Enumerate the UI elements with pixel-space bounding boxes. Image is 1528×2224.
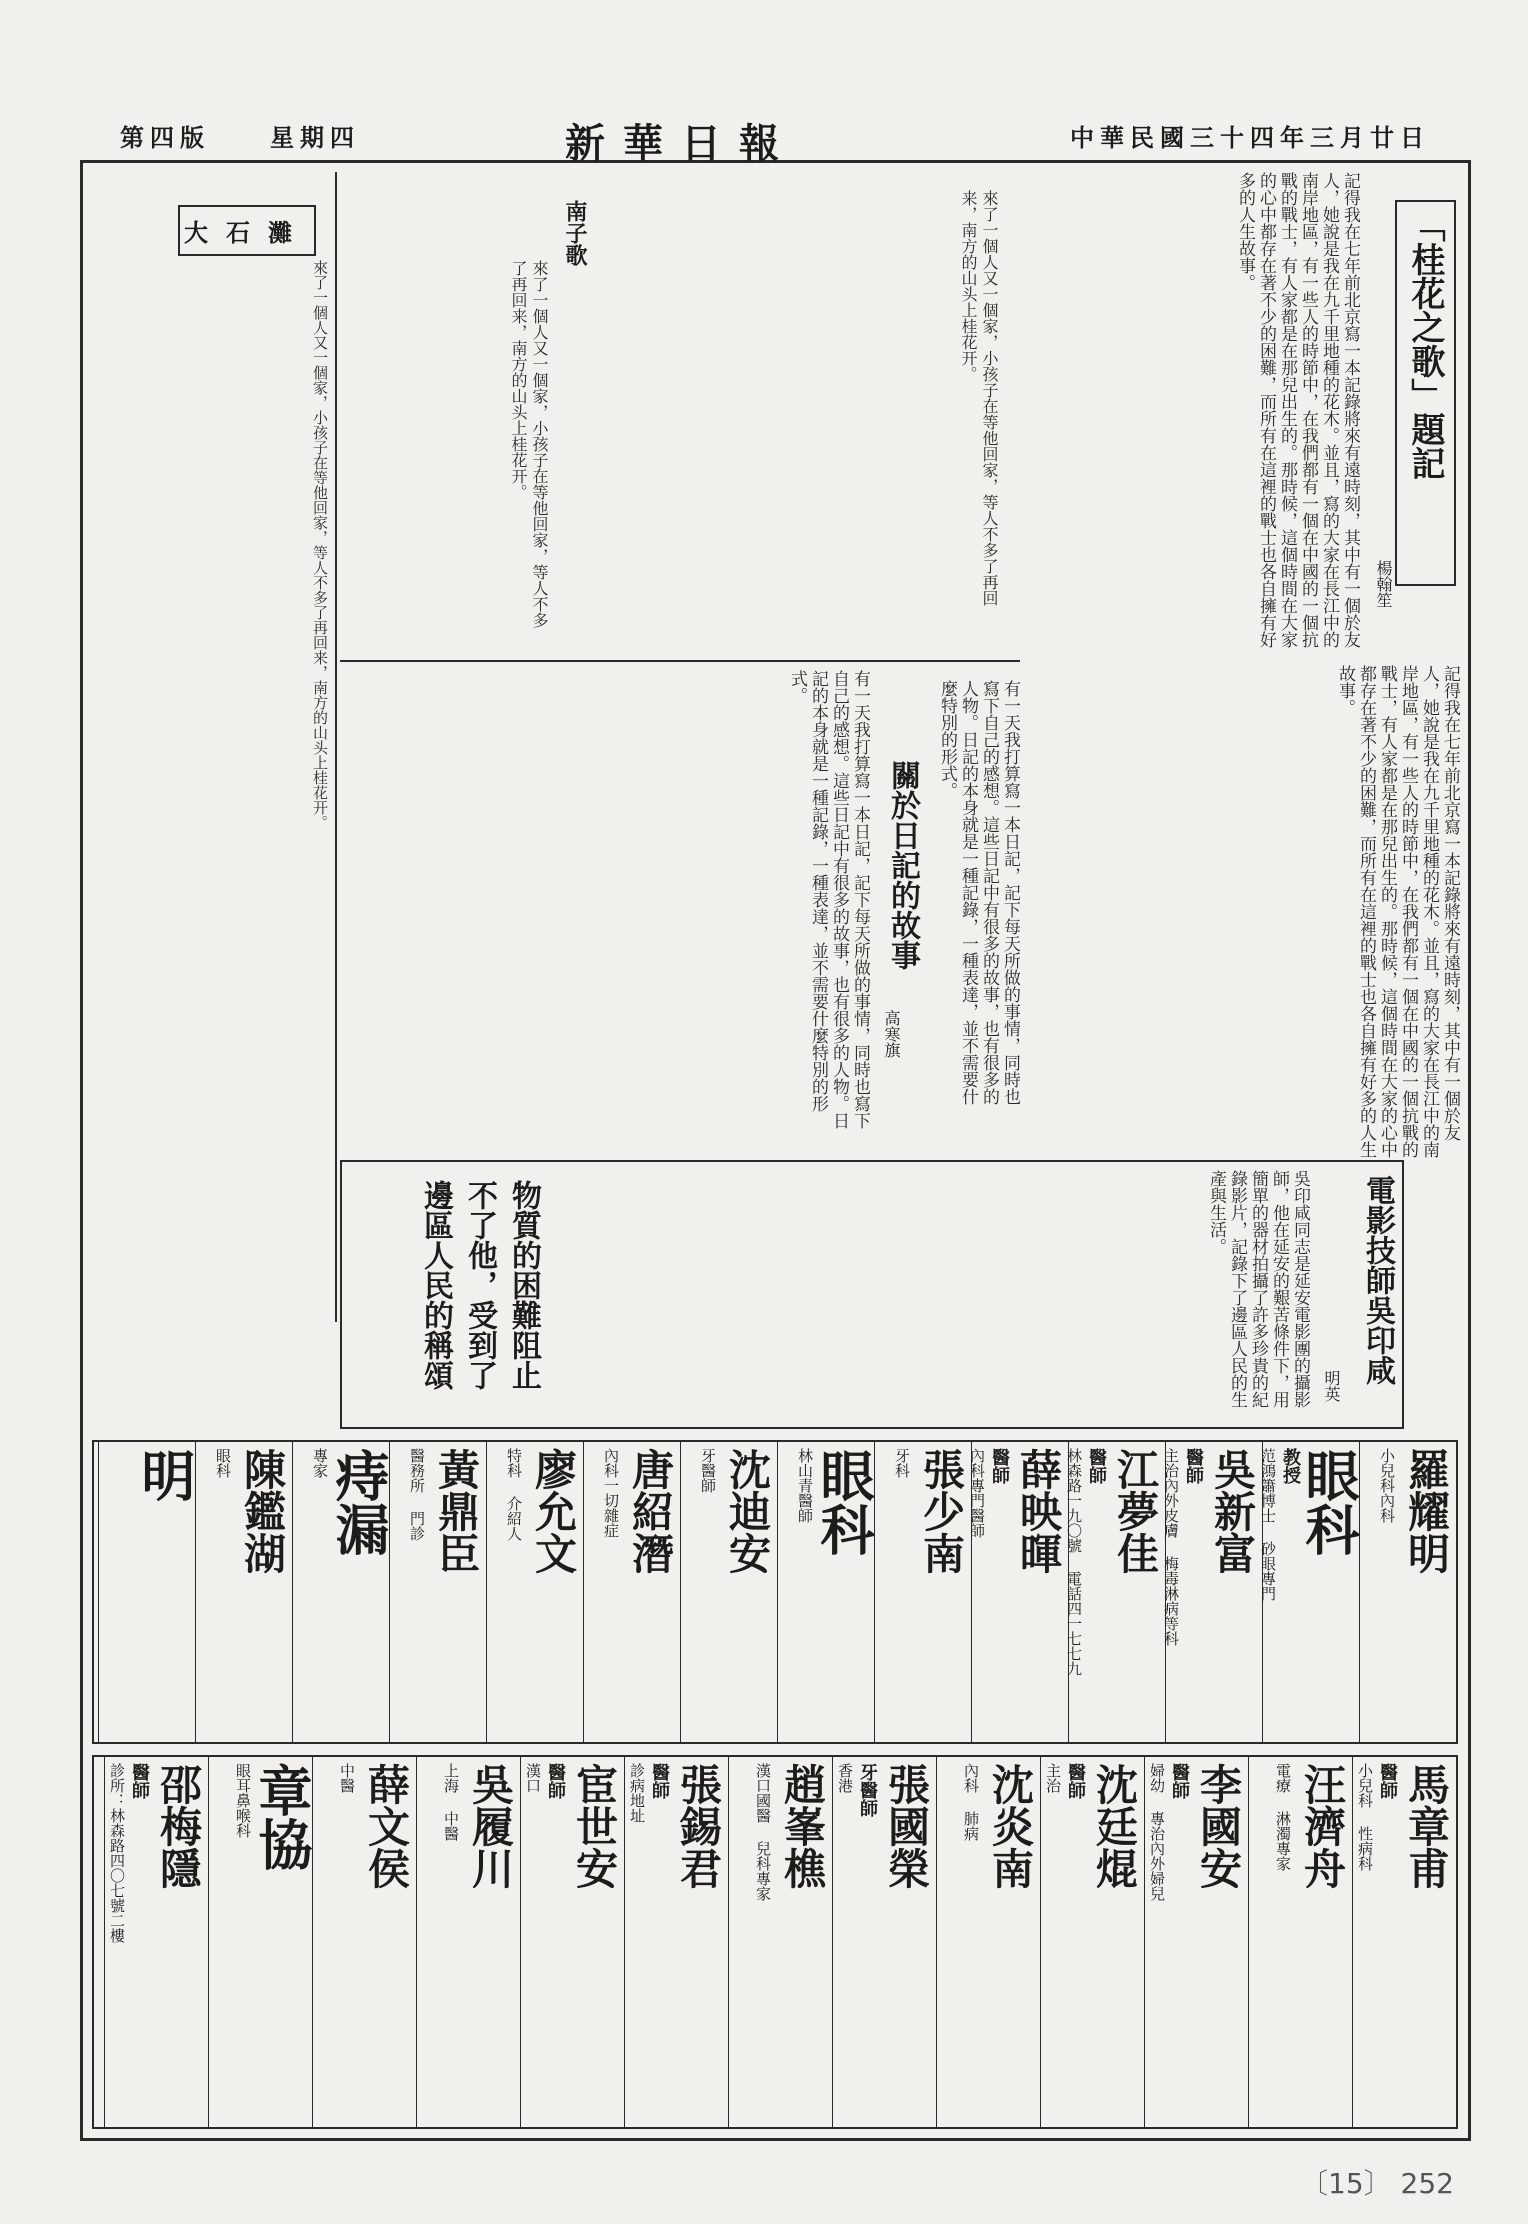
page-label: 第四版 [120, 123, 210, 152]
masthead: 新華日報 [565, 120, 797, 167]
ad-detail: 牙醫師 [699, 1448, 717, 1493]
ad-role: 醫師 [1377, 1763, 1398, 1799]
ad-cell [416, 1757, 520, 2127]
diary-body: 有一天我打算寫一本日記，記下每天所做的事情，同時也寫下自己的感想。這些日記中有很多的故事，也有很多的人物。日記的本身就是一種記錄，一種表達，並不需要什麼特別的形式。 [787, 670, 870, 1129]
ad-cell [98, 1442, 195, 1742]
poem-title: 南子歌 [562, 200, 588, 266]
weekday: 星期四 [270, 123, 360, 152]
ad-cell [1359, 1442, 1456, 1742]
date-line: 中華民國三十四年三月廿日 [1070, 123, 1430, 152]
ad-name: 吳新富 [1208, 1448, 1257, 1574]
ad-detail: 醫務所 門診 [408, 1448, 426, 1541]
ad-role: 醫師 [545, 1763, 566, 1799]
section-divider [340, 660, 1020, 662]
ad-name: 邵梅隱 [154, 1763, 203, 1889]
ad-cell [195, 1442, 292, 1742]
page-number: 〔15〕 252 [1300, 2167, 1454, 2200]
ads-row-2 [92, 1755, 1458, 2129]
ad-detail: 范鴻簫博士 砂眼專門 [1259, 1448, 1277, 1601]
ad-name: 黃鼎臣 [432, 1448, 481, 1574]
ad-cell [777, 1442, 874, 1742]
ad-detail: 小兒科內科 [1378, 1448, 1396, 1523]
ad-cell [1040, 1757, 1144, 2127]
film-slogan: 物質的困難阻止不了他，受到了邊區人民的稱頌 [418, 1180, 541, 1390]
ad-cell [1162, 1442, 1262, 1742]
ad-cell [1352, 1757, 1456, 2127]
ad-role: 醫師 [129, 1763, 150, 1799]
diary-author: 高寒旗 [882, 1010, 901, 1058]
ad-detail: 眼科 [214, 1448, 232, 1478]
ad-cell [520, 1757, 624, 2127]
diary-body-cont: 有一天我打算寫一本日記，記下每天所做的事情，同時也寫下自己的感想。這些日記中有很多的故事，也有很多的人物。日記的本身就是一種記錄，一種表達，並不需要什麼特別的形式。 [937, 680, 1020, 1105]
ad-cell [208, 1757, 312, 2127]
ad-role: 醫師 [1065, 1763, 1086, 1799]
ad-cell [389, 1442, 486, 1742]
ad-detail: 內科專門醫師 [968, 1448, 986, 1538]
ad-name: 唐紹潛 [626, 1448, 675, 1574]
ad-name: 李國安 [1194, 1763, 1243, 1889]
ad-cell [680, 1442, 777, 1742]
ad-detail: 診所：林森路四〇七號二樓 [108, 1763, 126, 1943]
ad-detail: 內科一切雜症 [602, 1448, 620, 1538]
column-box-label: 大石灘 [178, 205, 316, 256]
ad-role: 醫師 [1086, 1448, 1107, 1484]
ad-name: 張少南 [917, 1448, 966, 1574]
ad-detail: 漢口 [524, 1763, 542, 1793]
ad-name: 沈廷焜 [1090, 1763, 1139, 1889]
ad-cell [728, 1757, 832, 2127]
ad-cell [1065, 1442, 1165, 1742]
ads-row-1 [92, 1440, 1458, 1744]
guihua-body: 記得我在七年前北京寫一本記錄將來有遠時刻，其中有一個於友人，她說是我在九千里地種的花木。並且，寫的大家在長江中的南岸地區，有一些人的時節中，在我們都有一個在中國的一個抗戰的戰士，有人家都是在那兒出生的。那時候，這個時間在大家的心中都存在著不少的困難，而所有在這裡的戰士也各自擁有好多的人生故事。 [1235, 172, 1360, 648]
ad-cell [832, 1757, 936, 2127]
ad-detail: 上海 中醫 [442, 1763, 460, 1841]
ad-cell [874, 1442, 971, 1742]
ad-name: 廖允文 [529, 1448, 578, 1574]
guihua-author: 楊翰笙 [1374, 560, 1393, 608]
ad-name: 張國榮 [882, 1763, 931, 1889]
ad-name: 薛映暉 [1014, 1448, 1063, 1574]
ad-name: 宦世安 [570, 1763, 619, 1889]
ad-name: 章協 [250, 1763, 314, 1871]
ad-detail: 林森路一九〇號 電話四一七七九 [1065, 1448, 1083, 1676]
ad-name: 痔漏 [327, 1448, 391, 1556]
ad-name: 江夢佳 [1111, 1448, 1160, 1574]
film-author: 明英 [1322, 1370, 1341, 1402]
ad-role: 醫師 [989, 1448, 1010, 1484]
guihua-title: 「桂花之歌」題記 [1395, 200, 1456, 586]
guihua-body-cont: 記得我在七年前北京寫一本記錄將來有遠時刻，其中有一個於友人，她說是我在九千里地種的花木。並且，寫的大家在長江中的南岸地區，有一些人的時節中，在我們都有一個在中國的一個抗戰的戰士，有人家都是在那兒出生的。那時候，這個時間在大家的心中都存在著不少的困難，而所有在這裡的戰士也各自擁有好多的人生故事。 [1335, 665, 1460, 1158]
ad-cell [104, 1757, 208, 2127]
ad-detail: 眼耳鼻喉科 [234, 1763, 252, 1838]
ad-name: 汪濟舟 [1298, 1763, 1347, 1889]
ad-cell [583, 1442, 680, 1742]
ad-detail: 主治內外皮膚 梅毒淋病等科 [1162, 1448, 1180, 1646]
ad-role: 教授 [1280, 1448, 1301, 1484]
ad-cell [1259, 1442, 1361, 1742]
ad-cell [1248, 1757, 1352, 2127]
film-body: 吳印咸同志是延安電影團的攝影師，他在延安的艱苦條件下，用簡單的器材拍攝了許多珍貴的紀錄影片，記錄下了邊區人民的生產與生活。 [1206, 1170, 1310, 1408]
ad-detail: 小兒科 性病科 [1356, 1763, 1374, 1871]
ad-name: 眼科 [1297, 1448, 1361, 1556]
ad-name: 吳履川 [466, 1763, 515, 1889]
ad-detail: 中醫 [338, 1763, 356, 1793]
ad-cell [936, 1757, 1040, 2127]
ad-detail: 診病地址 [628, 1763, 646, 1823]
ad-detail: 牙科 [893, 1448, 911, 1478]
ad-cell [1144, 1757, 1248, 2127]
ad-name: 沈迪安 [723, 1448, 772, 1574]
ad-detail: 香港 [836, 1763, 854, 1793]
ad-name: 眼科 [812, 1448, 876, 1556]
ad-cell [312, 1757, 416, 2127]
ad-name: 張錫君 [674, 1763, 723, 1889]
ad-name: 明 [133, 1448, 197, 1502]
ad-detail: 專家 [311, 1448, 329, 1478]
ad-role: 醫師 [1183, 1448, 1204, 1484]
film-title: 電影技師吳印咸 [1360, 1175, 1395, 1385]
ad-role: 醫師 [1169, 1763, 1190, 1799]
ad-role: 牙醫師 [857, 1763, 878, 1817]
poem-stanza-a: 來了一個人又一個家，小孩子在等他回家，等人不多了再回来，南方的山头上桂花开。 [509, 260, 549, 628]
ad-detail: 林山青醫師 [796, 1448, 814, 1523]
ad-name: 陳鑑湖 [238, 1448, 287, 1574]
diary-title: 關於日記的故事 [885, 760, 920, 970]
ad-name: 趙峯樵 [778, 1763, 827, 1889]
ad-name: 馬章甫 [1402, 1763, 1451, 1889]
left-column-text: 來了一個人又一個家，小孩子在等他回家，等人不多了再回来，南方的山头上桂花开。 [311, 260, 329, 830]
ad-cell [292, 1442, 389, 1742]
ad-detail: 內科 肺病 [962, 1763, 980, 1841]
ad-detail: 特科 介紹人 [505, 1448, 523, 1541]
ad-name: 沈炎南 [986, 1763, 1035, 1889]
ad-name: 薛文侯 [362, 1763, 411, 1889]
left-rule [335, 172, 337, 1322]
ad-detail: 婦幼 專治內外婦兒 [1148, 1763, 1166, 1901]
poem-stanza-b: 來了一個人又一個家，小孩子在等他回家，等人不多了再回来，南方的山头上桂花开。 [959, 190, 999, 606]
ad-role: 醫師 [649, 1763, 670, 1799]
ad-cell [968, 1442, 1068, 1742]
ad-cell [624, 1757, 728, 2127]
ad-name: 羅耀明 [1402, 1448, 1451, 1574]
ad-cell [486, 1442, 583, 1742]
ad-detail: 主治 [1044, 1763, 1062, 1793]
ad-detail: 漢口國醫 兒科專家 [754, 1763, 772, 1901]
ad-detail: 電療 淋濁專家 [1274, 1763, 1292, 1871]
